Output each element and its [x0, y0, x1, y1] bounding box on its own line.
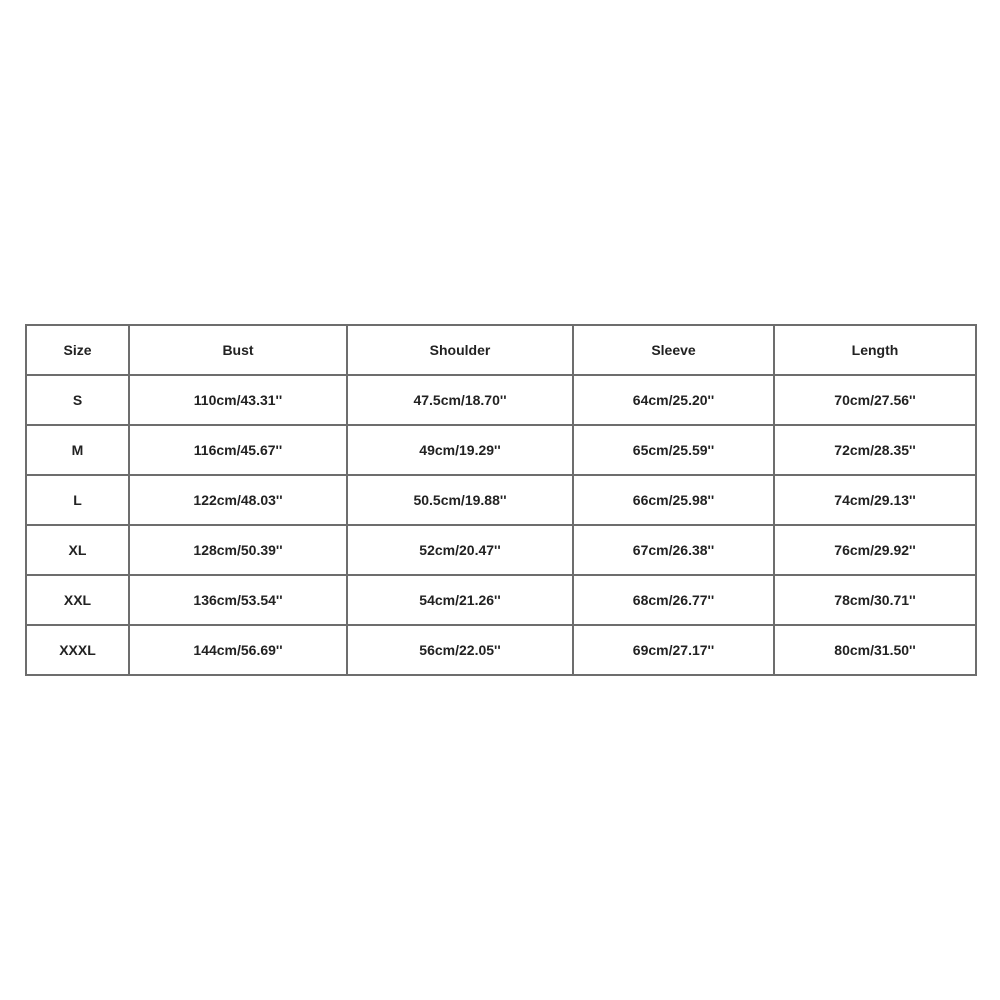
cell-shoulder: 56cm/22.05'' [347, 625, 573, 675]
cell-sleeve: 69cm/27.17'' [573, 625, 774, 675]
table-row [26, 625, 976, 675]
cell-length: 74cm/29.13'' [774, 475, 976, 525]
cell-bust: 128cm/50.39'' [129, 525, 347, 575]
table-row [26, 375, 976, 425]
cell-size: M [26, 425, 129, 475]
cell-bust: 144cm/56.69'' [129, 625, 347, 675]
header-sleeve: Sleeve [573, 325, 774, 375]
cell-size: XL [26, 525, 129, 575]
cell-length: 72cm/28.35'' [774, 425, 976, 475]
cell-shoulder: 54cm/21.26'' [347, 575, 573, 625]
size-chart-table [25, 324, 977, 676]
cell-bust: 122cm/48.03'' [129, 475, 347, 525]
cell-shoulder: 49cm/19.29'' [347, 425, 573, 475]
cell-shoulder: 52cm/20.47'' [347, 525, 573, 575]
header-row [26, 325, 976, 375]
table-row [26, 575, 976, 625]
header-length: Length [774, 325, 976, 375]
cell-length: 70cm/27.56'' [774, 375, 976, 425]
cell-sleeve: 68cm/26.77'' [573, 575, 774, 625]
cell-size: XXXL [26, 625, 129, 675]
table-row [26, 525, 976, 575]
cell-size: S [26, 375, 129, 425]
cell-length: 76cm/29.92'' [774, 525, 976, 575]
table-row [26, 425, 976, 475]
cell-length: 78cm/30.71'' [774, 575, 976, 625]
header-bust: Bust [129, 325, 347, 375]
header-shoulder: Shoulder [347, 325, 573, 375]
cell-shoulder: 50.5cm/19.88'' [347, 475, 573, 525]
cell-size: XXL [26, 575, 129, 625]
cell-sleeve: 65cm/25.59'' [573, 425, 774, 475]
cell-bust: 110cm/43.31'' [129, 375, 347, 425]
cell-sleeve: 66cm/25.98'' [573, 475, 774, 525]
header-size: Size [26, 325, 129, 375]
cell-bust: 136cm/53.54'' [129, 575, 347, 625]
cell-sleeve: 67cm/26.38'' [573, 525, 774, 575]
cell-size: L [26, 475, 129, 525]
cell-length: 80cm/31.50'' [774, 625, 976, 675]
table-row [26, 475, 976, 525]
cell-sleeve: 64cm/25.20'' [573, 375, 774, 425]
cell-bust: 116cm/45.67'' [129, 425, 347, 475]
cell-shoulder: 47.5cm/18.70'' [347, 375, 573, 425]
